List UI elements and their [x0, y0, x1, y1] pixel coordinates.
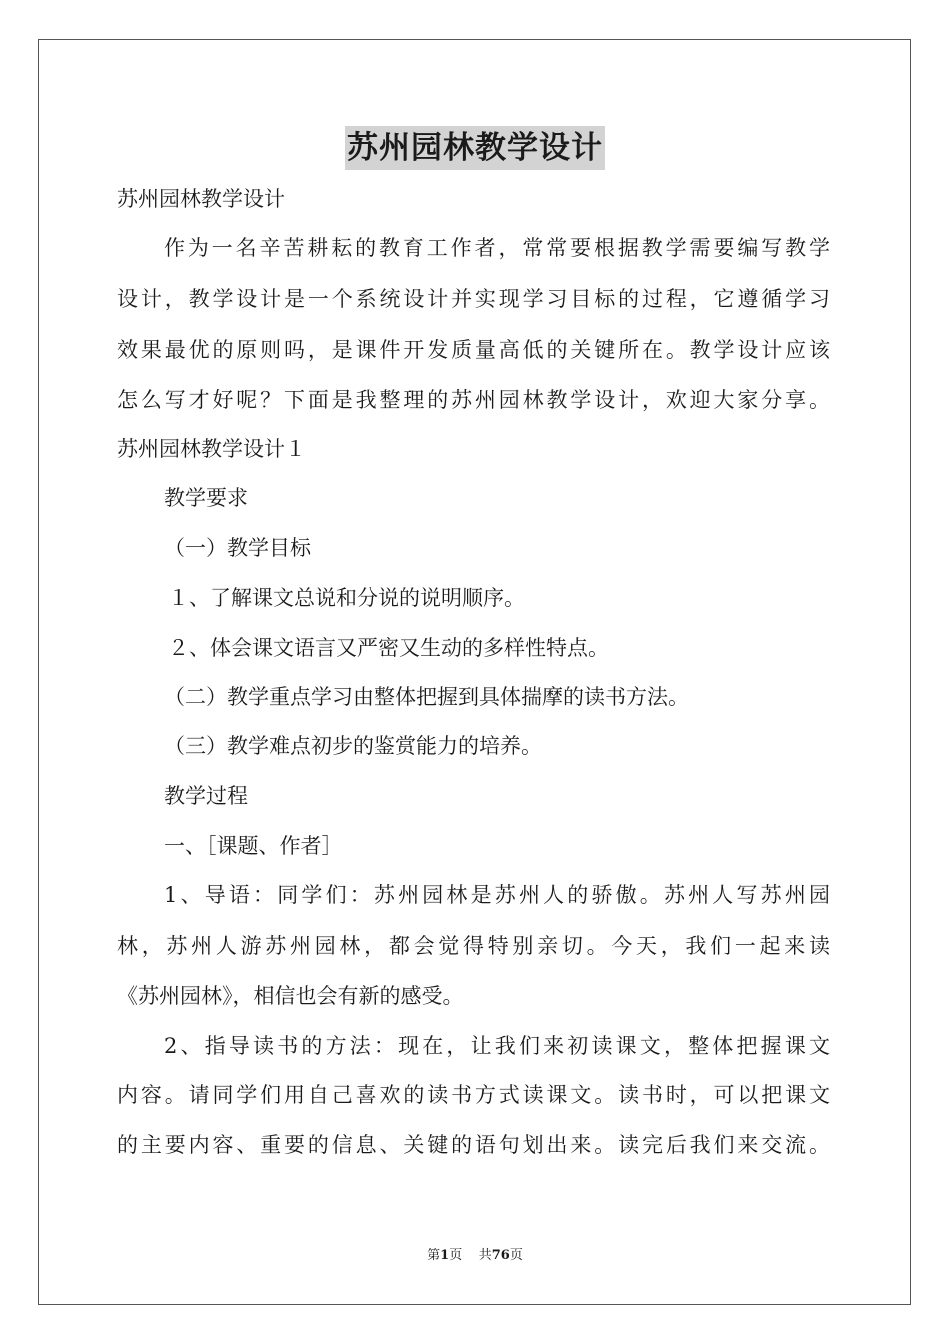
page-footer [0, 1247, 950, 1265]
page-border [38, 39, 911, 1305]
intro-line-3: 效果最优的原则吗，是课件开发质量高低的关键所在。教学设计应该 [117, 338, 830, 362]
step-2-line-1: 2、指导读书的方法：现在，让我们来初读课文，整体把握课文 [164, 1034, 830, 1058]
intro-line-2: 设计，教学设计是一个系统设计并实现学习目标的过程，它遵循学习 [117, 287, 830, 311]
step-2-line-3: 的主要内容、重要的信息、关键的语句划出来。读完后我们来交流。 [117, 1133, 830, 1157]
total-label: 共 [478, 1248, 492, 1263]
subtitle: 苏州园林教学设计 [117, 187, 285, 211]
goal-item-2: ２、体会课文语言又严密又生动的多样性特点。 [168, 636, 609, 660]
total-unit: 页 [509, 1248, 523, 1263]
step-1-line-3: 《苏州园林》，相信也会有新的感受。 [117, 984, 464, 1008]
requirements-heading: 教学要求 [164, 486, 248, 510]
total-pages: 76 [491, 1248, 510, 1263]
difficult-point: （三）教学难点初步的鉴赏能力的培养。 [164, 734, 542, 758]
step-2-line-2: 内容。请同学们用自己喜欢的读书方式读课文。读书时，可以把课文 [117, 1083, 830, 1107]
step-1-line-2: 林，苏州人游苏州园林，都会觉得特别亲切。今天，我们一起来读 [117, 934, 830, 958]
step-1-line-1: 1、导语：同学们：苏州园林是苏州人的骄傲。苏州人写苏州园 [164, 883, 830, 907]
goal-item-1: １、了解课文总说和分说的说明顺序。 [168, 586, 525, 610]
document-title [0, 126, 950, 170]
title-text: 苏州园林教学设计 [345, 126, 605, 170]
step-one-heading: 一、［课题、作者］ [164, 834, 343, 858]
goal-heading: （一）教学目标 [164, 536, 311, 560]
section-heading: 苏州园林教学设计１ [117, 437, 306, 461]
process-heading: 教学过程 [164, 784, 248, 808]
page-current: 1 [440, 1248, 450, 1263]
intro-line-1: 作为一名辛苦耕耘的教育工作者，常常要根据教学需要编写教学 [164, 236, 830, 260]
intro-line-4: 怎么写才好呢？下面是我整理的苏州园林教学设计，欢迎大家分享。 [117, 388, 830, 412]
page-label: 第 [427, 1248, 441, 1263]
key-point: （二）教学重点学习由整体把握到具体揣摩的读书方法。 [164, 685, 689, 709]
page-unit: 页 [449, 1248, 463, 1263]
